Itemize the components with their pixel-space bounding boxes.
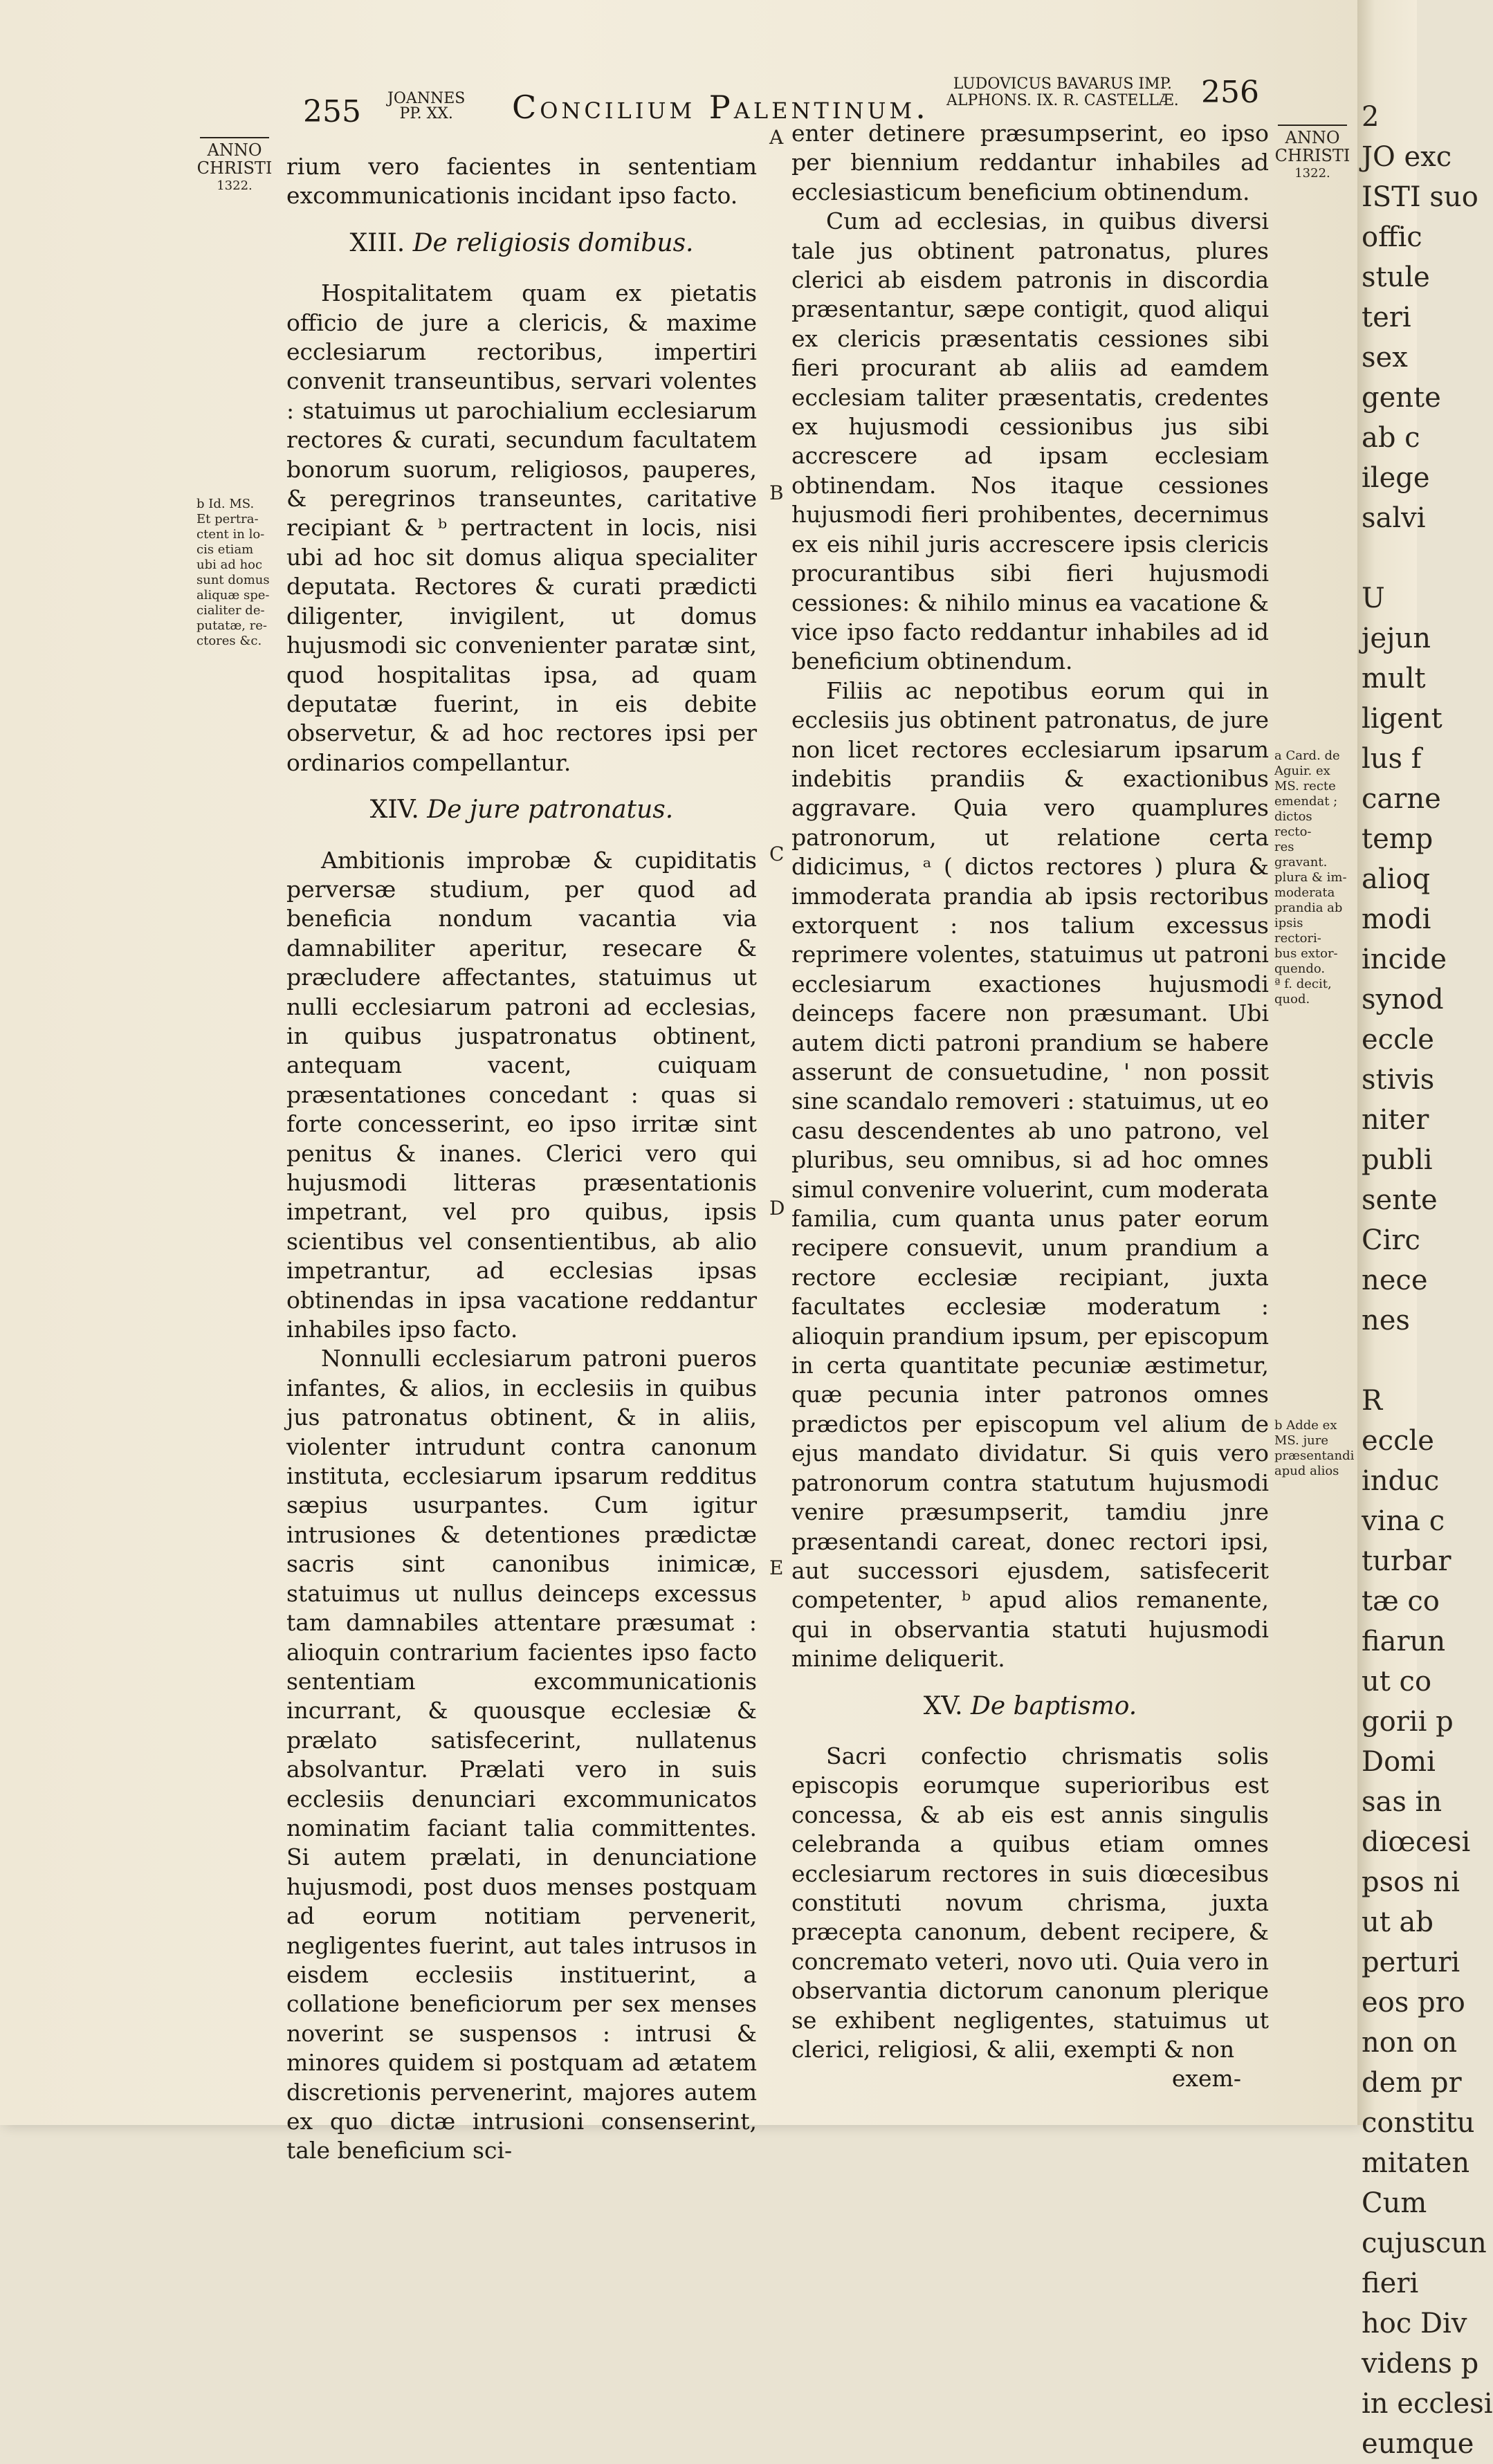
adjacent-page-line: lus f — [1362, 743, 1422, 775]
note-line: ipsis rectori- — [1274, 916, 1321, 946]
section-title: De baptismo. — [970, 1691, 1137, 1720]
adjacent-page-line — [1362, 538, 1445, 578]
paragraph: enter detinere præsumpserint, eo ipso per biennium reddantur inhabiles ad ecclesiasticum beneficium obtinendum. — [791, 120, 1269, 205]
section-letter-b: B — [769, 481, 784, 504]
catchword: exem- — [1171, 2065, 1241, 2093]
section-heading-14 — [286, 796, 757, 825]
note-line: apud alios — [1274, 1464, 1339, 1478]
adjacent-page-line: ISTI suo — [1362, 181, 1478, 213]
note-line: b Id. MS. — [196, 497, 255, 511]
adjacent-page-line: 2 — [1362, 101, 1380, 133]
adjacent-page-line: JO exc — [1362, 141, 1452, 173]
adjacent-page-line: non on — [1362, 2027, 1458, 2059]
adjacent-page-line: nece — [1362, 1265, 1428, 1296]
adjacent-page-line: mult — [1362, 663, 1426, 695]
author-right-line2: ALPHONS. IX. R. CASTELLÆ. — [946, 92, 1179, 109]
adjacent-page-line: jejun — [1362, 623, 1431, 654]
adjacent-page-line: sex — [1362, 342, 1408, 374]
right-column — [791, 119, 1269, 2094]
adjacent-page-line: videns p — [1362, 2348, 1479, 2380]
adjacent-page-line: eumque — [1362, 2428, 1474, 2460]
left-column — [286, 152, 757, 2166]
adjacent-page-line: constitu — [1362, 2107, 1475, 2139]
note-line: MS. recte — [1274, 779, 1336, 793]
note-line: moderata — [1274, 885, 1335, 900]
note-line: quod. — [1274, 992, 1310, 1006]
adjacent-page-line: psos ni — [1362, 1866, 1460, 1898]
adjacent-page-line: gente — [1362, 382, 1441, 414]
paragraph: Ambitionis improbæ & cupiditatis perversæ studium, per quod ad beneficia nondum vacantia via damnabiliter aperitur, resecare & præcludere affectantes, statuimus ut nulli ecclesiarum patroni ad ecclesias, in quibus juspatronatus obtinent, antequam vacent, cuiquam præsentationes concedant : quas si forte concesserint, eo ipso irritæ sint penitus & inanes. Clerici vero qui hujusmodi litteras præsentationis impetrant, vel pro quibus, ipsis scientibus vel consentientibus, ab alio impetrantur, ad ecclesias ipsas obtinendas in ipsa vacatione reddantur inhabiles ipso facto. — [286, 846, 757, 1343]
adjacent-page-line: stivis — [1362, 1064, 1435, 1096]
author-right — [946, 76, 1179, 109]
christi-label: CHRISTI — [1274, 146, 1350, 165]
adjacent-page-line: diœcesi — [1362, 1826, 1471, 1858]
adjacent-page-line: sas in — [1362, 1786, 1442, 1818]
note-line: ª f. decit, — [1274, 977, 1332, 991]
note-line: emendat ; — [1274, 794, 1338, 809]
note-line: prandia ab — [1274, 901, 1343, 915]
adjacent-page-line: Cum — [1362, 2187, 1427, 2219]
note-line: plura & im- — [1274, 870, 1347, 885]
section-letter-e: E — [769, 1556, 784, 1579]
note-line: ctores &c. — [196, 634, 262, 648]
christi-label: CHRISTI — [196, 158, 273, 178]
marginal-note-a-right — [1274, 748, 1350, 1007]
adjacent-page-line: sente — [1362, 1184, 1438, 1216]
adjacent-page-line: ut ab — [1362, 1906, 1434, 1938]
note-line: cis etiam — [196, 542, 254, 557]
adjacent-page-line: Domi — [1362, 1746, 1436, 1778]
adjacent-page-line: eccle — [1362, 1425, 1434, 1457]
paragraph: Nonnulli ecclesiarum patroni pueros infantes, & alios, in ecclesiis in quibus jus patronatus obtinent, & in aliis, violenter intrudunt contra canonum instituta, ecclesiarum ipsarum redditus sæpius usurpantes. Cum igitur intrusiones & detentiones prædictæ sacris sint canonibus inimicæ, statuimus ut nullus deinceps excessus tam damnabiles attentare præsumat : alioquin contrarium facientes ipso facto sententiam excommunicationis incurrant, & quousque ecclesiæ & prælato satisfecerint, nullatenus absolvantur. Prælati vero in suis ecclesiis denunciari excommunicatos nominatim faciant talia committentes. Si autem prælati, in denunciatione hujusmodi, post duos menses postquam ad eorum notitiam pervenerit, negligentes fuerint, aut tales intrusos in eisdem ecclesiis instituerint, a collatione beneficiorum per sex menses noverint se suspensos : intrusi & minores quidem si postquam ad ætatem discretionis pervenerint, majores autem ex quo dictæ intrusioni consenserint, tale beneficium sci- — [286, 1345, 757, 2164]
adjacent-page-line: fiarun — [1362, 1626, 1446, 1657]
note-line: quendo. — [1274, 962, 1326, 976]
section-letter-c: C — [769, 843, 785, 865]
note-line: Aguir. ex — [1274, 764, 1330, 778]
note-line: res gravant. — [1274, 840, 1328, 870]
adjacent-page-line: offic — [1362, 221, 1422, 253]
adjacent-page-line: R — [1362, 1385, 1383, 1417]
adjacent-page-edge — [1357, 0, 1493, 2460]
anno-christi-left — [196, 137, 273, 195]
year-label: 1322. — [1294, 166, 1330, 181]
section-number: XV. — [923, 1691, 963, 1720]
paragraph: Sacri confectio chrismatis solis episcopis eorumque superioribus est concessa, & ab eis est annis singulis celebranda a quibus etiam omnes ecclesiarum rectores in suis diœcesibus constituti novum chrisma, juxta præcepta canonum, debent recipere, & concremato veteri, novo uti. Quia vero in observantia dictorum canonum plerique se exhibent negligentes, statuimus ut clerici, religiosi, & alii, exempti & non — [791, 1742, 1269, 2063]
author-left-line2: PP. XX. — [399, 105, 453, 122]
adjacent-page-line: dem pr — [1362, 2067, 1462, 2099]
year-label: 1322. — [217, 178, 253, 193]
adjacent-page-line: nes — [1362, 1305, 1410, 1336]
section-number: XIV. — [369, 796, 419, 825]
adjacent-page-line: turbar — [1362, 1545, 1451, 1577]
adjacent-page-line: Circ — [1362, 1224, 1420, 1256]
section-heading-13 — [286, 229, 757, 258]
adjacent-page-text — [1362, 97, 1493, 2464]
adjacent-page-line: perturi — [1362, 1947, 1460, 1978]
page-number-right: 256 — [1201, 75, 1259, 110]
adjacent-page-line: tæ co — [1362, 1585, 1440, 1617]
adjacent-page-line: vina c — [1362, 1505, 1445, 1537]
note-line: dictos recto- — [1274, 809, 1312, 839]
paragraph: Hospitalitatem quam ex pietatis officio de jure a clericis, & maxime ecclesiarum rectoribus, impertiri convenit transeuntibus, servari volentes : statuimus ut parochialium ecclesiarum rectores & curati, secundum facultatem bonorum suorum, religiosos, pauperes, & peregrinos transeuntes, caritative recipiant & ᵇ pertractent in locis, nisi ubi ad hoc sit domus aliqua specialiter deputata. Rectores & curati prædicti diligenter, invigilent, ut domus hujusmodi sic convenienter paratæ sint, quod hospitalitas ipsa, ad quam deputatæ fuerint, in eis debite observetur, & ad hoc rectores ipsi per ordinarios compellantur. — [286, 279, 757, 776]
note-line: a Card. de — [1274, 748, 1340, 763]
adjacent-page-line: ligent — [1362, 703, 1442, 735]
adjacent-page-line: ilege — [1362, 462, 1430, 494]
note-line: bus extor- — [1274, 946, 1338, 961]
note-line: b Adde ex — [1274, 1418, 1337, 1433]
adjacent-page-line: carne — [1362, 783, 1441, 815]
note-line: sunt domus — [196, 573, 270, 587]
section-title: De religiosis domibus. — [412, 228, 694, 257]
adjacent-page-line: teri — [1362, 302, 1411, 333]
adjacent-page-line: mitaten — [1362, 2147, 1470, 2179]
marginal-note-b-left — [196, 497, 270, 649]
adjacent-page-line: eos pro — [1362, 1987, 1465, 2019]
adjacent-page-line: induc — [1362, 1465, 1440, 1497]
adjacent-page-line: modi — [1362, 903, 1431, 935]
section-heading-15 — [791, 1692, 1269, 1721]
anno-label: ANNO — [207, 140, 262, 160]
adjacent-page-line: fieri — [1362, 2268, 1419, 2299]
note-line: ubi ad hoc — [196, 558, 263, 572]
page-header — [0, 64, 1357, 129]
adjacent-page-line: niter — [1362, 1104, 1429, 1136]
author-left — [387, 91, 465, 122]
author-right-line1: LUDOVICUS BAVARUS IMP. — [953, 75, 1172, 93]
adjacent-page-line — [1362, 1341, 1445, 1381]
adjacent-page-line: hoc Div — [1362, 2308, 1467, 2339]
note-line: aliquæ spe- — [196, 588, 270, 603]
note-line: cialiter de- — [196, 603, 265, 618]
adjacent-page-line: eccle — [1362, 1024, 1434, 1056]
adjacent-page-line: stule — [1362, 261, 1430, 293]
anno-christi-right — [1274, 125, 1350, 183]
adjacent-page-line: in ecclesi — [1362, 2388, 1493, 2420]
anno-label: ANNO — [1285, 128, 1340, 147]
adjacent-page-line: cujuscun — [1362, 2227, 1487, 2259]
adjacent-page-line: publi — [1362, 1144, 1433, 1176]
paragraph: rium vero facientes in sententiam excommunicationis incidant ipso facto. — [286, 153, 757, 210]
section-number: XIII. — [349, 228, 405, 257]
paragraph: Filiis ac nepotibus eorum qui in ecclesiis jus obtinent patronatus, de jure non licet rectores ecclesiarum ipsarum indebitis prandiis & exactionibus aggravare. Quia vero quamplures patronorum, ut relatione certa didicimus, ᵃ ( dictos rectores ) plura & immoderata prandia ab ipsis rectoribus extorquent : nos talium excessus reprimere volentes, statuimus ut patroni ecclesiarum exactiones hujusmodi deinceps facere non præsumant. Ubi autem dicti patroni prandium se habere asserunt de consuetudine, ' non possit sine scandalo removeri : statuimus, ut eo casu descendentes ab uno patrono, vel pluribus, seu omnibus, si ad hoc omnes simul convenire voluerint, cum moderata familia, cum quanta unus pater eorum recipere consuevit, unum prandium a rectore ecclesiæ recipiant, juxta facultates ecclesiæ moderatum : alioquin prandium ipsum, per episcopum in certa quantitate pecuniæ æstimetur, quæ pecunia inter patronos omnes prædictos per episcopum vel alium de ejus mandato dividatur. Si quis vero patronorum contra statutum hujusmodi venire præsumpserit, tamdiu jnre præsentandi careat, donec rectori ipsi, aut successori ejusdem, satisfecerit competenter, ᵇ apud alios remanente, qui in observantia statuti hujusmodi minime deliquerit. — [791, 677, 1269, 1673]
adjacent-page-line: salvi — [1362, 502, 1426, 534]
section-letter-a: A — [769, 126, 784, 149]
note-line: ctent in lo- — [196, 527, 265, 542]
page-number-left: 255 — [303, 94, 361, 129]
adjacent-page-line: U — [1362, 582, 1385, 614]
adjacent-page-line: ab c — [1362, 422, 1420, 454]
adjacent-page-line: incide — [1362, 944, 1447, 975]
adjacent-page-line: ut co — [1362, 1666, 1432, 1698]
paragraph: Cum ad ecclesias, in quibus diversi tale jus obtinent patronatus, plures clerici ab eisdem patronis in discordia præsentantur, sæpe contigit, quod aliqui ex clericis præsentatis cessiones sibi fieri procurant ab aliis ad eamdem ecclesiam taliter præsentatis, credentes ex hujusmodi cessionibus jus sibi accrescere ad ipsam ecclesiam obtinendam. Nos itaque cessiones hujusmodi fieri prohibentes, decernimus ex eis nihil juris accrescere ipsis clericis procurantibus sibi fieri hujusmodi cessiones: & nihilo minus ea vacatione & vice ipso facto reddantur inhabiles ad id beneficium obtinendum. — [791, 208, 1269, 675]
adjacent-page-line: temp — [1362, 823, 1434, 855]
adjacent-page-line: synod — [1362, 984, 1444, 1015]
note-line: præsentandi — [1274, 1449, 1355, 1463]
section-letter-d: D — [769, 1197, 785, 1220]
section-title: De jure patronatus. — [427, 796, 674, 825]
marginal-note-b-right — [1274, 1418, 1355, 1479]
note-line: putatæ, re- — [196, 618, 268, 633]
note-line: MS. jure — [1274, 1433, 1328, 1448]
running-title: Concilium Palentinum. — [512, 89, 929, 126]
author-left-line1: JOANNES — [387, 90, 466, 107]
note-line: Et pertra- — [196, 512, 259, 526]
adjacent-page-line: alioq — [1362, 863, 1431, 895]
adjacent-page-line: gorii p — [1362, 1706, 1454, 1738]
